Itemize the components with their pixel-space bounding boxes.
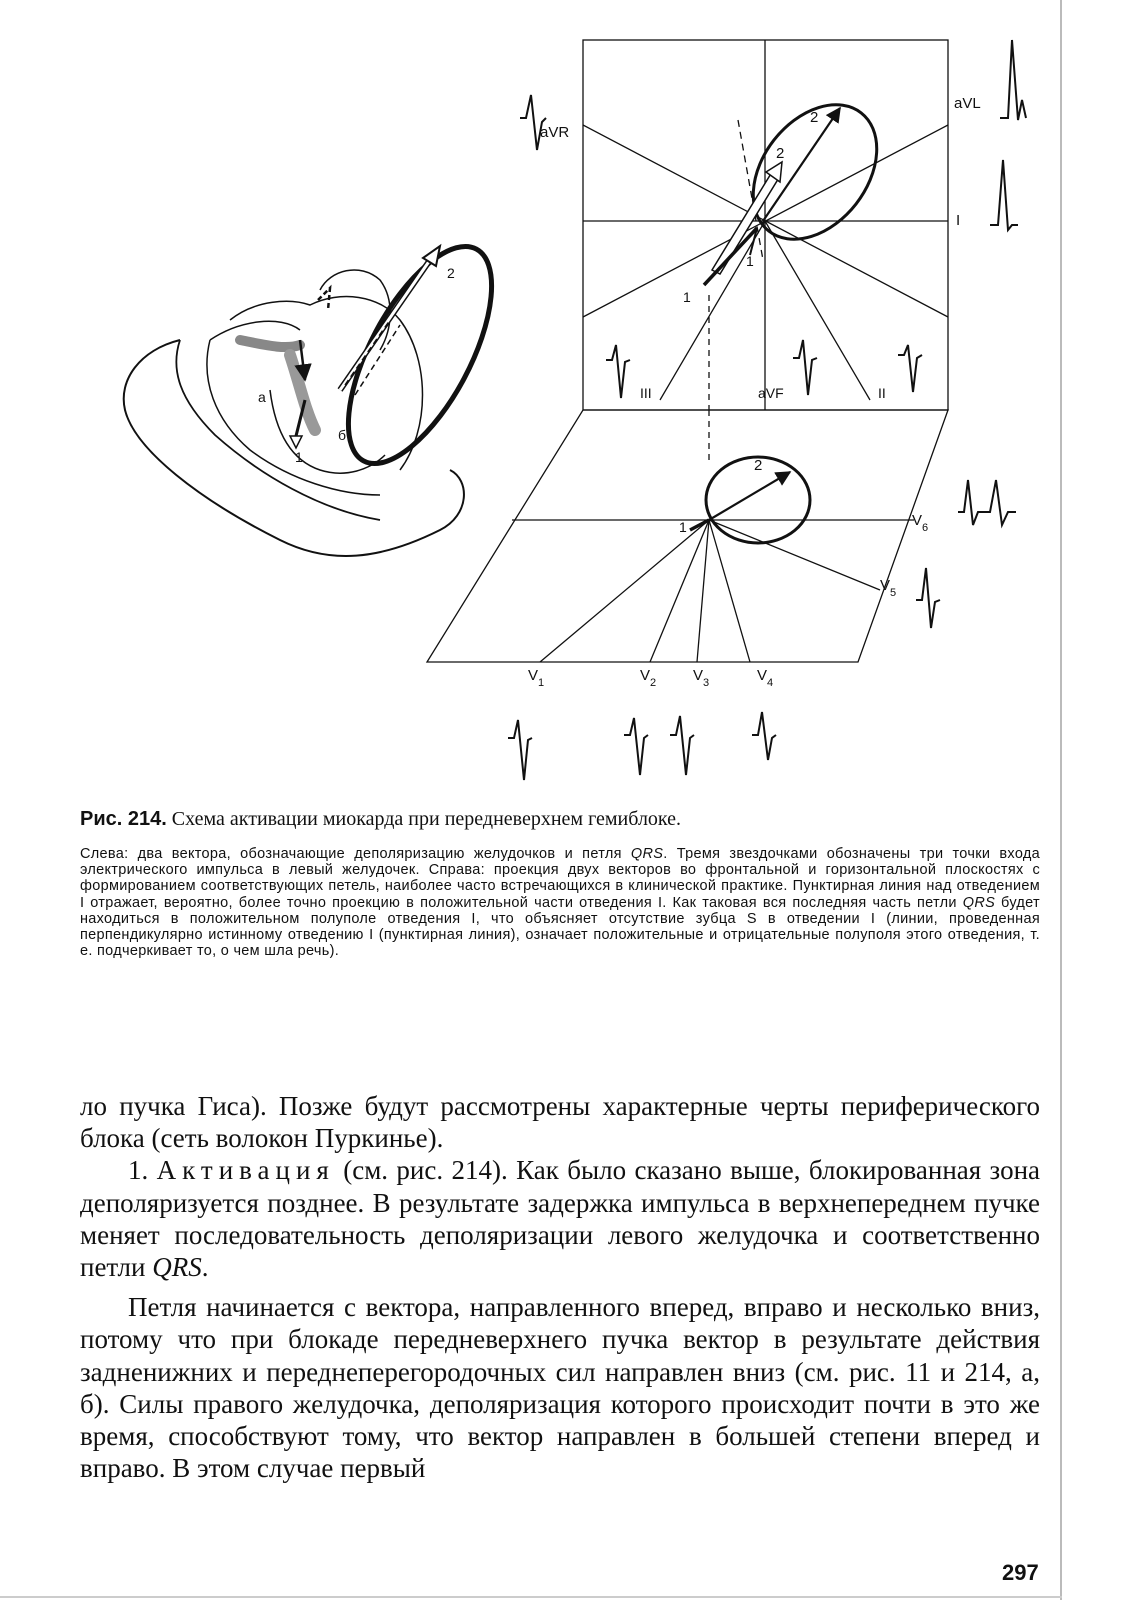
frontal-vector-2 bbox=[763, 108, 840, 221]
figure-title: Схема активации миокарда при передневерхнем гемиблоке. bbox=[171, 808, 682, 830]
paragraph-2-qrs: QRS bbox=[152, 1252, 202, 1283]
lead-ii-label: II bbox=[878, 385, 886, 401]
ecg-v2 bbox=[624, 718, 648, 775]
figure-label: Рис. 214. bbox=[80, 808, 167, 830]
caption-text-3: будет находиться в положительном полуполе отведения I, что объясняет отсутствие зубца S в отведении I (линии, проведенная перпендикулярно истинному отведению I (пунктирная линия), означает положительные и отрицательные полуполя этого отведения, т. е. подчеркивает то, о чем шла речь). bbox=[80, 894, 1040, 960]
heart-label-a: а bbox=[258, 389, 266, 405]
paragraph-1: ло пучка Гиса). Позже будут рассмотрены характерные черты периферического блока (сеть волокон Пуркинье). bbox=[80, 1091, 1040, 1154]
ecg-v4 bbox=[752, 712, 776, 760]
caption-text-1: Слева: два вектора, обозначающие деполяризацию желудочков и петля bbox=[80, 846, 631, 862]
frontal-vector-2-label: 2 bbox=[810, 109, 819, 126]
lead-iii-label: III bbox=[640, 385, 652, 401]
lead-v5-label: $V_5$ bbox=[880, 577, 897, 599]
paragraph-2-end: . bbox=[201, 1252, 209, 1283]
horizontal-vector-2-label: 2 bbox=[754, 457, 763, 474]
figure-caption-title bbox=[80, 808, 1040, 831]
ecg-v3 bbox=[670, 716, 694, 775]
page-number: 297 bbox=[1002, 1560, 1039, 1585]
ecg-v6 bbox=[958, 480, 1016, 525]
heart-vector-label-1: 1 bbox=[295, 449, 303, 465]
paragraph-3: Петля начинается с вектора, направленного вперед, вправо и несколько вниз, потому что при блокаде передневерхнего пучка вектор в результате действия задненижних и переднеперегородочных сил направлен вниз (см. рис. 11 и 214, а, б). Силы правого желудочка, деполяризация которого происходит почти в это же время, способствуют тому, что вектор направлен в большей степени вперед и вправо. В этом случае первый bbox=[80, 1292, 1040, 1484]
ecg-avl bbox=[1000, 40, 1026, 120]
caption-text-2: . Тремя звездочками обозначены три точки входа электрического импульса в левый желудочек. Справа: проекция двух векторов во фронтальной и горизонтальной плоскостях с формированием соответствующих петель, наиболее часто встречающихся в клинической практике. Пунктирная линия над отведением I отражает, вероятно, более точно проекцию в положительной части отведения I. Как таковая вся последняя часть петли bbox=[80, 846, 1040, 911]
horizontal-plane-frame bbox=[427, 410, 948, 662]
frontal-vector-1-label: 1 bbox=[683, 289, 691, 305]
bottom-scan-border bbox=[0, 1596, 1062, 1598]
caption-qrs-1: QRS bbox=[630, 846, 664, 862]
caption-qrs-2: QRS bbox=[962, 894, 996, 911]
lead-v3-line bbox=[697, 520, 709, 662]
ecg-avf bbox=[793, 340, 817, 395]
lead-v2-label: $V_2$ bbox=[640, 667, 657, 689]
ecg-avr bbox=[520, 95, 546, 150]
horizontal-vector-1-label: 1 bbox=[679, 519, 687, 535]
frontal-vector-2b-label: 2 bbox=[776, 145, 785, 162]
section-heading: Активация bbox=[156, 1155, 335, 1186]
ecg-v1 bbox=[508, 720, 532, 780]
ecg-ii bbox=[898, 345, 922, 392]
qrs-loop-3d bbox=[320, 226, 521, 485]
lead-v4-label: $V_4$ bbox=[757, 667, 774, 689]
heart-vector-label-2: 2 bbox=[447, 265, 455, 281]
ecg-complexes-frontal bbox=[520, 40, 1026, 398]
lead-v1-line bbox=[540, 520, 709, 662]
lead-iii-line bbox=[660, 221, 765, 400]
lead-avf-label: aVF bbox=[758, 385, 784, 401]
body-text bbox=[80, 1090, 1040, 1484]
lead-v2-line bbox=[650, 520, 709, 662]
lead-i-label: I bbox=[956, 212, 961, 229]
ecg-v5 bbox=[916, 568, 940, 628]
heart-schematic bbox=[124, 226, 521, 556]
ecg-complexes-horizontal bbox=[508, 480, 1016, 780]
figure-caption-body bbox=[80, 846, 1040, 959]
lead-avr-label: aVR bbox=[540, 124, 570, 141]
horizontal-vector-2 bbox=[709, 472, 790, 520]
frontal-vector-1b-label: 1 bbox=[746, 253, 754, 269]
lead-avl-label: aVL bbox=[954, 95, 981, 112]
ecg-i bbox=[990, 160, 1018, 230]
lead-v1-label: $V_1$ bbox=[528, 667, 545, 689]
heart-label-b: б bbox=[338, 427, 347, 443]
section-number: 1. bbox=[128, 1155, 157, 1186]
ecg-iii bbox=[606, 345, 630, 398]
lead-v6-label: $V_6$ bbox=[912, 512, 929, 534]
paragraph-2 bbox=[80, 1154, 1040, 1283]
lead-v3-label: $V_3$ bbox=[693, 667, 710, 689]
horizontal-plane bbox=[427, 410, 948, 662]
paragraph-2-text: (см. рис. 214). Как было сказано выше, блокированная зона деполяризуется позднее. В результате задержка импульса в верхнепереднем пучке меняет последовательность деполяризации левого желудочка и соответственно петли bbox=[80, 1155, 1041, 1283]
